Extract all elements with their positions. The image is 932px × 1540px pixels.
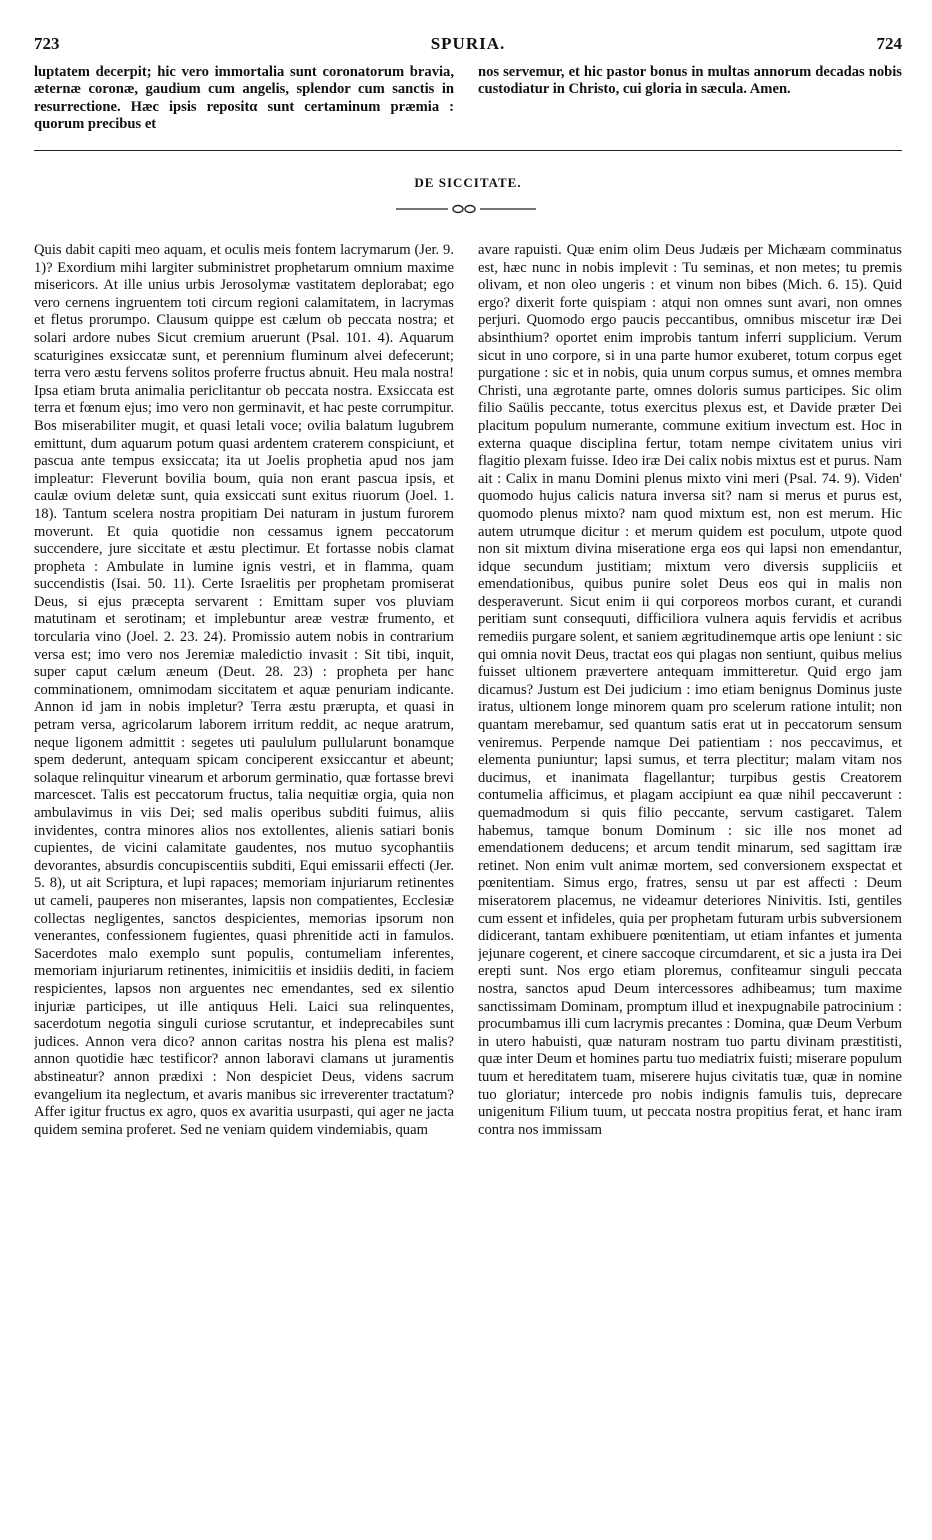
- body-right-column: [478, 242, 902, 1527]
- page-number-left: 723: [34, 34, 60, 53]
- section-title: DE SICCITATE.: [414, 175, 522, 190]
- body-right-text: avare rapuisti. Quæ enim olim Deus Judæis per Michæam comminatus est, hæc nunc in nobis implevit : Tu seminas, et non metes; tu premis olivam, et non oleo ungeris : et vinum non bibes (Mich. 6. 15). Quid ergo? dixerit forte quispiam : atqui non omnes sunt avari, non omnes perjuri. Quomodo ergo paucis peccantibus, omnibus miscetur iræ Dei absinthium? oportet enim improbis tantum inferri supplicium. Verum sicut in uno corpore, si in una parte humor exuberet, totum corpus eget purgatione : sic et in nobis, quia unum corpus sumus, et omnes membra Christi, una ægrotante parte, omnes doloris sumus participes. Sic olim filio Saülis peccante, totus exercitus plexus est, et Davide præter Dei placitum populum numerante, commune exitium invectum est. Hoc in externa quaque disciplina fertur, totam nempe civitatem unius viri flagitio plexam fuisse. Ideo iræ Dei calix nobis mixtus est et purus. Nam ait : Calix in manu Domini plenus mixto vini meri (Psal. 74. 9). Viden' quomodo hujus calicis natura inversa sit? nam si merus et purus est, quomodo plenus mixto? nam quod mixtum est, non est merum. Hic autem utrumque dicitur : et merum quidem est poculum, utpote quod non sit mixtum divina miseratione erga eos qui lapsi non emendantur, idque secundum justitiam; mixtum vero diversis suppliciis et emendationibus, quibus punire solet Deus eos qui in malis non desperaverunt. Sicut enim ii qui corporeos morbos curant, et curandi peritiam sunt consequuti, difficiliora vulnera aquis fervidis et acribus remediis purgare solent, et saniem ægritudinemque artis ope leniunt : sic qui omnia novit Deus, tractat eos qui plagas non sentiunt, quibus melius fuisset ultionem prævertere antequam immitteretur. Quid ergo jam dicamus? Justum est Dei judicium : imo etiam benignus Dominus juste iratus, ultionem longe minorem quam pro scelerum ratione intulit; non quantam merebamur, sed quantum satis erat ut in peccatorum sensum veniremus. Perpende namque Dei patientiam : nos peccavimus, et elementa puniuntur; lapsi sumus, et terra plectitur; malam vitam nos ducimus, et inanimata flagellantur; turpibus gestis Creatorem contumelia afficimus, et plagam accipiunt ea quæ nihil peccaverunt : quemadmodum si quis filio peccante, servum castigaret. Talem habemus, tamque bonum Dominum : sic ille nos monet ad emendationem deducens; et arcum tendit minarum, sed sagittam iræ retinet. Non enim vult animæ mortem, sed conversionem exspectat et pœnitentiam. Simus ergo, fratres, sensu ut par est affecti : Deum miseratorem placemus, ne videamur deteriores Ninivitis. Isti, gentiles cum essent et infideles, quia per prophetam futuram urbis subversionem didicerant, tantam exhibuere pœnitentiam, ut etiam infantes et jumenta jejunare cogerent, et cinere saccoque circumdarent, et sic a justa ira Dei erepti sunt. Nos ergo etiam ploremus, confiteamur singuli peccata nostra, sanctos apud Deum intercessores adhibeamus; tum maxime sanctissimam Dominam, promptum illud et inexpugnabile patrocinium : procumbamus illi cum lacrymis precantes : Domina, quæ Deum Verbum in utero habuisti, quæ naturam nostram tuo partu divinam præstitisti, quæ inter Deum et homines partu tuo mediatrix fuisti; miserare populum tuum et hereditatem tuam, miserere hujus civitatis tuæ, quæ in nomine tuo gloriatur; intercede pro nobis indignis famulis tuis, deprecare unigenitum Filium tuum, ut peccata nostra propitius ferat, et hanc iram contra nos immissam: [478, 242, 902, 1138]
- page-header: [34, 34, 902, 58]
- continuation-left-text: luptatem decerpit; hic vero immortalia sunt coronatorum bravia, æternæ coronæ, gaudium cum angelis, splendor cum sanctis in resurrectione. Hæc ipsis repositα sunt certaminum præmia : quorum precibus et: [34, 64, 454, 133]
- continuation-left-column: [34, 64, 454, 134]
- body-left-text: Quis dabit capiti meo aquam, et oculis meis fontem lacrymarum (Jer. 9. 1)? Exordium mihi largiter subministret prophetarum omnium maxime misericors. At ille unius urbis Jerosolymæ vastitatem deplorabat; ego vero cernens ingruentem toti circum regioni calamitatem, in lacrymas et fletus prorumpo. Clausum quippe est cælum ob peccata nostra; et solari ardore nubes Sicut cremium aruerunt (Psal. 101. 4). Aquarum scaturigines exsiccatæ sunt, et perennium fluminum alvei defecerunt; terra vero æstu fervens solitos proferre fructus abnuit. Heu mala nostra! Ipsa etiam bruta animalia periclitantur ob peccata nostra. Exsiccata est terra et fœnum ejus; imo vero non germinavit, et hac peste corrumpitur. Bos miserabiliter mugit, et quasi letali voce; ovilia balatum lugubrem emittunt, dum aquarum potum quasi ardentem craterem conspiciunt, et pascua ante tempus exsiccata; ita ut Joelis prophetia apud nos jam impleatur: Fleverunt bovilia boum, quia non erant pascua ipsis, et caulæ ovium deletæ sunt, quia exsiccati sunt exitus riuorum (Joel. 1. 18). Tantum scelera nostra propitiam Dei naturam in justum furorem moverunt. Et quia quotidie non cessamus ignem peccatorum succendere, jure siccitate et æstu plectimur. Et fortasse nobis clamat propheta : Ambulate in lumine ignis vestri, et in flamma, quam succendistis (Isai. 50. 11). Certe Israelitis per prophetam promiserat Deus, si ejus præcepta servarent : Emittam super vos pluviam matutinam et serotinam; et implebuntur areæ vestræ frumento, et torcularia vino (Joel. 2. 23. 24). Promissio autem nobis in contrarium versa est; imo vero nos Jeremiæ maledictio invasit : Sit tibi, inquit, super caput cælum æneum (Deut. 28. 23) : propheta per hanc comminationem, omnimodam siccitatem et aquæ penuriam indicante. Annon id jam in nobis impletur? Terra æstu prærupta, et quasi in petram versa, agricolarum laborem irritum reddit, ac neque aratrum, neque ligonem admittit : segetes uti paululum pullularunt bonamque spem dederunt, antequam spicam conciperent exsiccantur et abeunt; solaque relinquitur vinearum et arborum germinatio, quæ fortasse brevi marcescet. Talis est peccatorum fructus, talia nequitiæ orgia, quia non ambulavimus in viis Dei; sed malis operibus subditi fuimus, aliis invidentes, contra minores alios nos extollentes, alienis satiari bonis cupientes, de vicini calamitate gaudentes, nos mutuo sycophantiis devorantes, absurdis concupiscentiis subditi, Equi emissarii effecti (Jer. 5. 8), ut ait Scriptura, et lupi rapaces; memoriam injuriarum retinentes ut cameli, pauperes non miserantes, lapsis non compatientes, Ecclesiæ collectas negligentes, sanctos despicientes, memorias ipsorum non venerantes, confessionem fugientes, quasi phrenitide acti in famulos. Sacerdotes malo exemplo sunt populis, contumeliam inferentes, memoriam injuriarum retinentes, inimicitiis et insidiis dediti, in faciem respicientes, lapsos non arguentes nec emendantes, sed ex silentio injuriæ participes, ut ille antiquus Heli. Laici sua relinquentes, sacerdotum negotia singuli curiose scrutantur, et indeprecabiles sunt judices. Annon vera dico? annon caritas nostra his plena est malis? annon quotidie hæc testificor? annon laboravi clamans ut juramentis abstineatur? annon prædixi : Non despiciet Deus, videns sacrum evangelium ita neglectum, et avaris manibus sic irreverenter tractatum? Affer igitur fructus ex agro, quos ex avaritia usurpasti, qui ager ne jacta quidem semina proferet. Sed ne veniam quidem vindemiabis, quam: [34, 242, 454, 1138]
- ornament-divider: [386, 198, 546, 218]
- body-left-column: [34, 242, 454, 1527]
- page-number-right: 724: [876, 34, 902, 53]
- continuation-right-text: nos servemur, et hic pastor bonus in multas annorum decadas nobis custodiatur in Christo, cui gloria in sæcula. Amen.: [478, 64, 902, 98]
- continuation-right-column: [478, 64, 902, 99]
- running-title: SPURIA.: [430, 34, 506, 53]
- section-divider-rule: [34, 150, 902, 151]
